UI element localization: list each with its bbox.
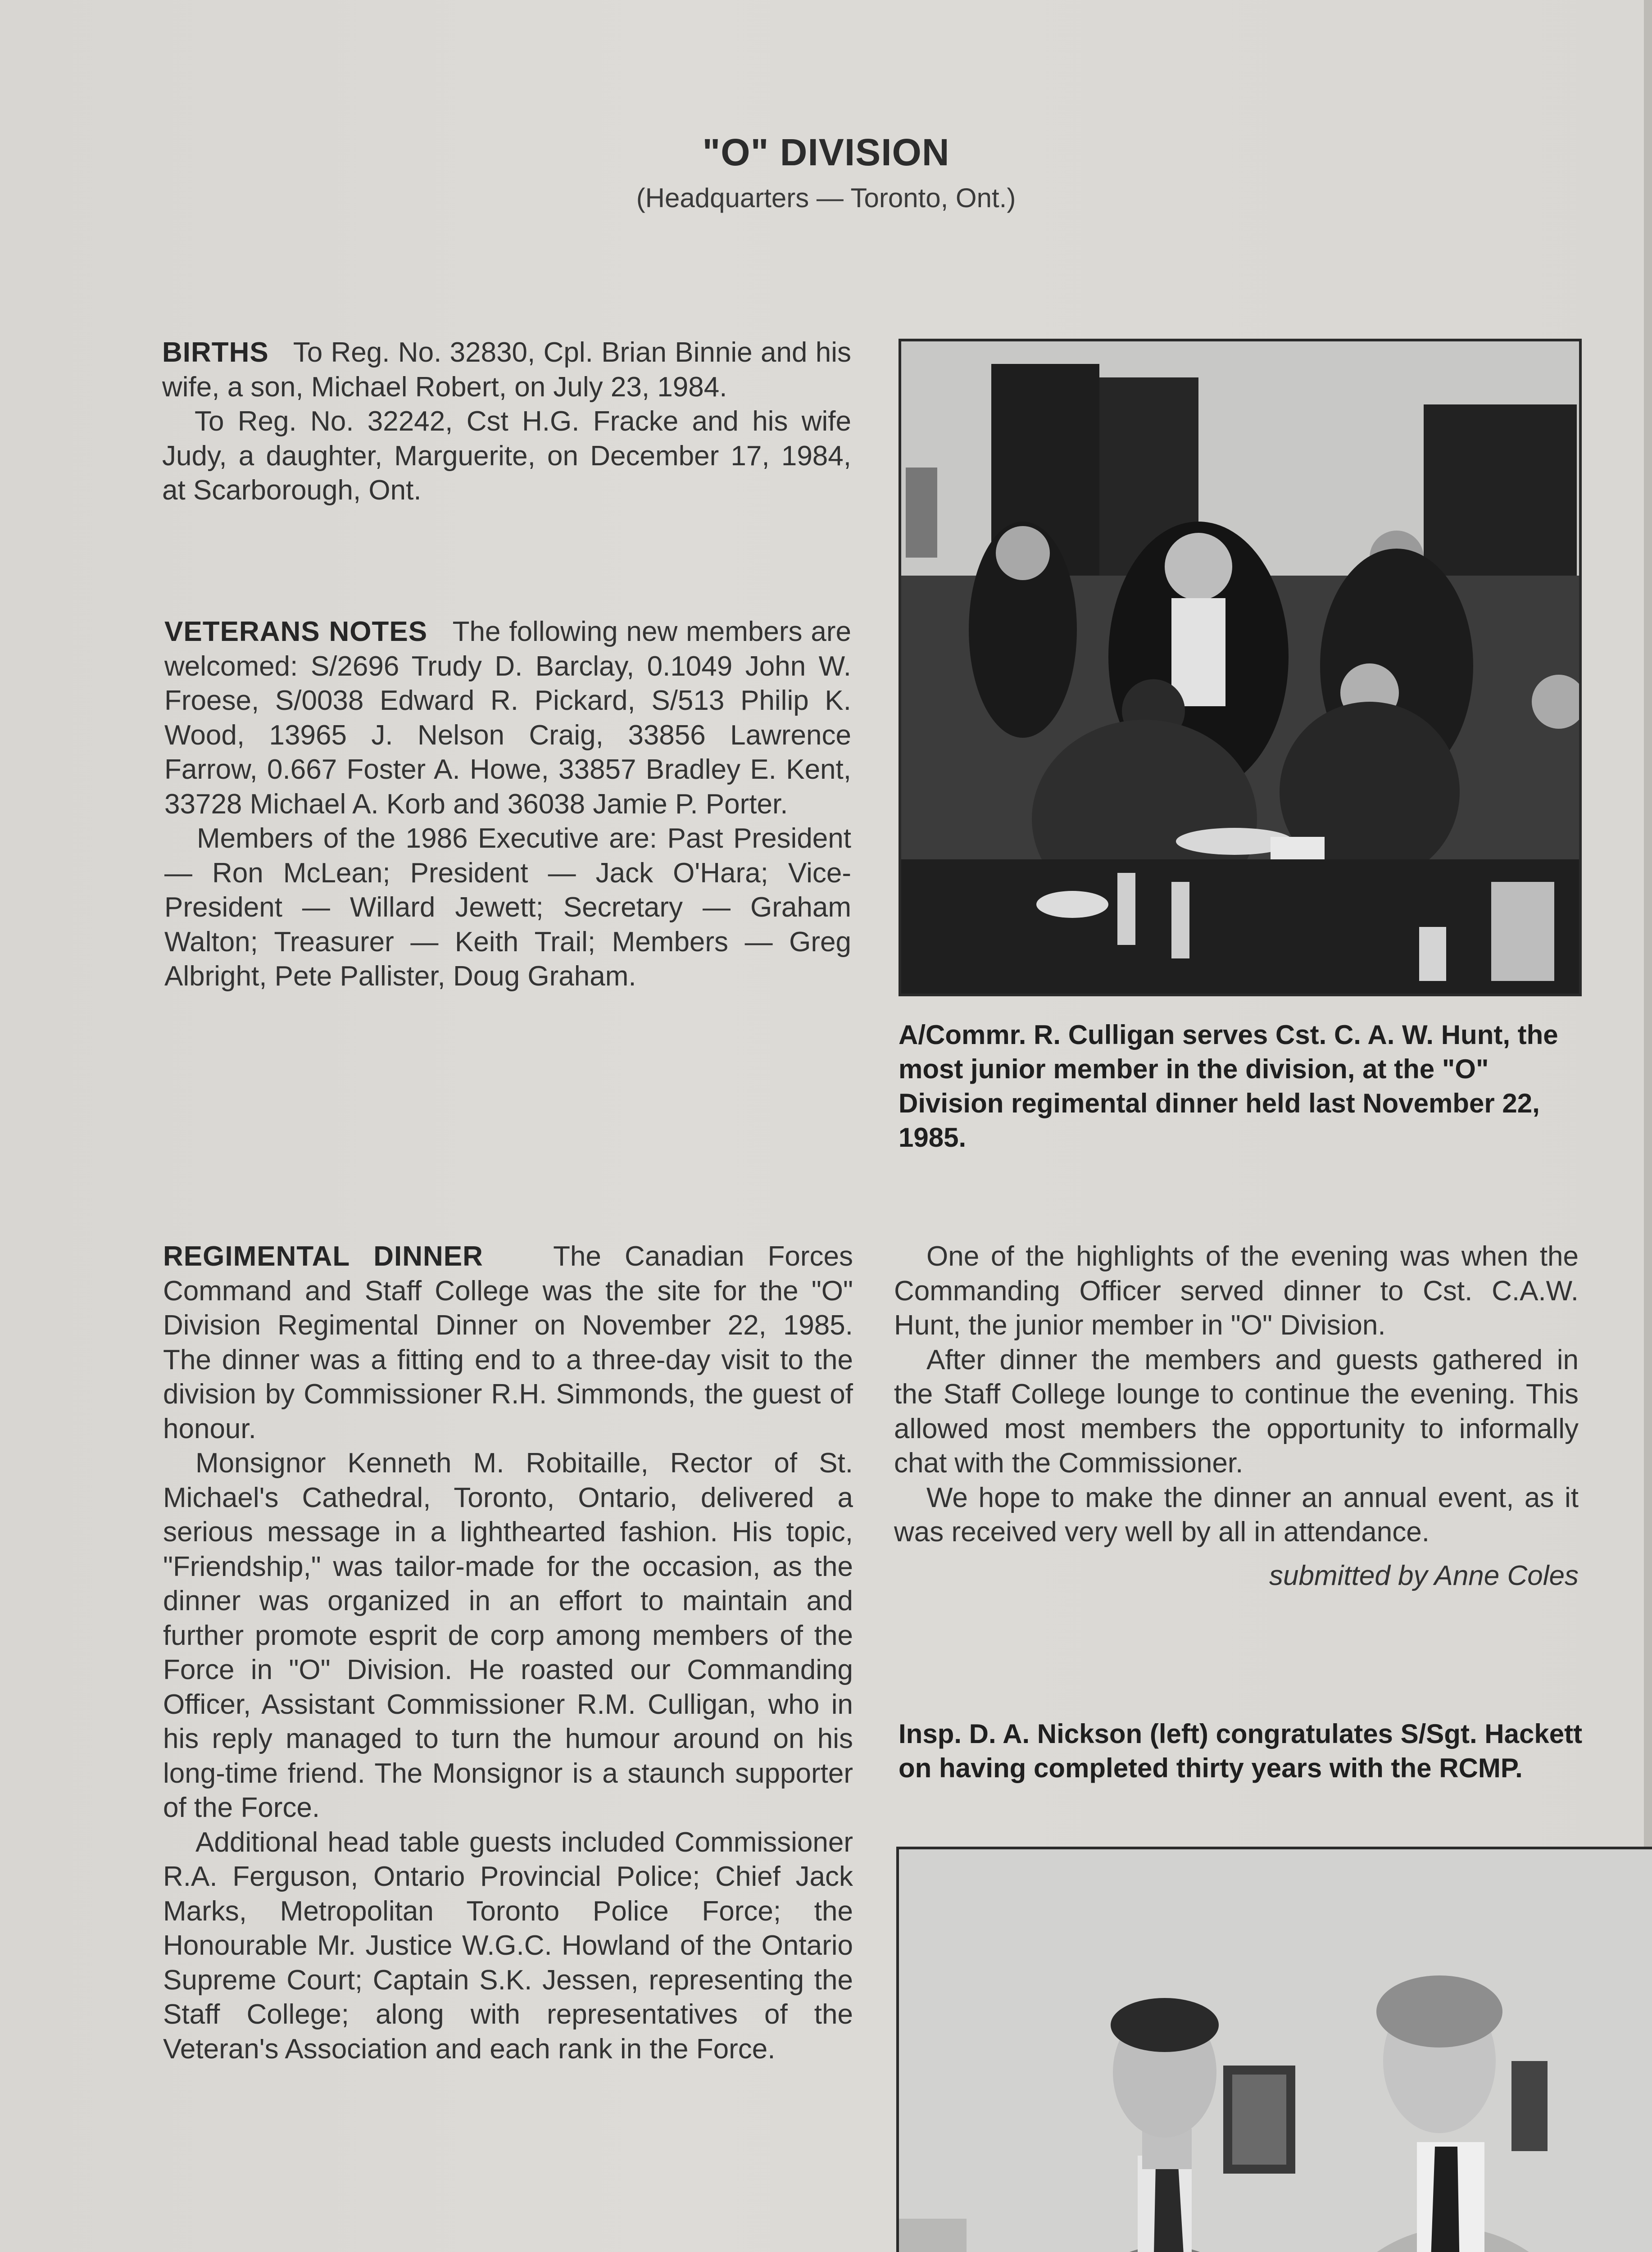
births-text-1: To Reg. No. 32830, Cpl. Brian Binnie and his wife, a son, Michael Robert, on July 23, 1984. <box>162 337 851 403</box>
veterans-heading: VETERANS NOTES <box>164 616 428 647</box>
handshake-photo-caption: Insp. D. A. Nickson (left) congratulates S/Sgt. Hackett on having completed thirty years with the RCMP. <box>899 1719 1583 1783</box>
regimental-text-3: Additional head table guests included Commissioner R.A. Ferguson, Ontario Provincial Police; Chief Jack Marks, Metropolitan Toronto Police Force; the Honourable Mr. Justice W.G.C. Howland of the Ontario Supreme Court; Captain S.K. Jessen, representing the Staff College; along with representatives of the Veteran's Association and each rank in the Force. <box>163 1826 853 2065</box>
page-subtitle: (Headquarters — Toronto, Ont.) <box>636 183 1016 213</box>
signature: submitted by Anne Coles <box>1269 1560 1579 1591</box>
veterans-text-2: Members of the 1986 Executive are: Past President — Ron McLean; President — Jack O'Hara; Vice-President — Willard Jewett; Secretary — Graham Walton; Treasurer — Keith Trail; Members — Greg Albright, Pete Pallister, Doug Graham. <box>164 823 851 992</box>
regimental-text-2: Monsignor Kenneth M. Robitaille, Rector of St. Michael's Cathedral, Toronto, Ontario, delivered a serious message in a lighthearted fashion. His topic, "Friendship," was tailor-made for the occasion, as the dinner was organized in an effort to maintain and further promote esprit de corp among members of the Force in "O" Division. He roasted our Commanding Officer, Assistant Commissioner R.M. Culligan, who in his reply managed to turn the humour around on his long-time friend. The Monsignor is a staunch supporter of the Force. <box>163 1448 853 1823</box>
handshake-photo-image <box>899 1849 1652 2252</box>
regimental-section-right <box>894 1240 1579 1593</box>
regimental-text-4: One of the highlights of the evening was when the Commanding Officer served dinner to Cst. C.A.W. Hunt, the junior member in "O" Division. <box>894 1241 1579 1341</box>
handshake-photo <box>896 1847 1652 2252</box>
births-section <box>162 336 851 508</box>
dinner-photo-caption: A/Commr. R. Culligan serves Cst. C. A. W. Hunt, the most junior member in the division, at the "O" Division regimental dinner held last November 22, 1985. <box>899 1020 1558 1153</box>
veterans-section <box>164 615 851 994</box>
regimental-text-1: The Canadian Forces Command and Staff College was the site for the "O" Division Regimental Dinner on November 22, 1985. The dinner was a fitting end to a three-day visit to the division by Commissioner R.H. Simmonds, the guest of honour. <box>163 1241 853 1444</box>
dinner-photo <box>899 339 1582 996</box>
regimental-text-5: After dinner the members and guests gathered in the Staff College lounge to continue the evening. This allowed most members the opportunity to informally chat with the Commissioner. <box>894 1344 1579 1479</box>
regimental-section-left <box>163 1240 853 2066</box>
regimental-heading: REGIMENTAL DINNER <box>163 1241 483 1272</box>
dinner-photo-image <box>901 341 1579 994</box>
births-text-2: To Reg. No. 32242, Cst H.G. Fracke and his wife Judy, a daughter, Marguerite, on December 17, 1984, at Scarborough, Ont. <box>162 406 851 506</box>
page-title: "O" DIVISION <box>702 131 950 173</box>
regimental-text-6: We hope to make the dinner an annual event, as it was received very well by all in attendance. <box>894 1482 1579 1548</box>
veterans-text-1: The following new members are welcomed: S/2696 Trudy D. Barclay, 0.1049 John W. Froese, S/0038 Edward R. Pickard, S/513 Philip K. Wood, 13965 J. Nelson Craig, 33856 Lawrence Farrow, 0.667 Foster A. Howe, 33857 Bradley E. Kent, 33728 Michael A. Korb and 36038 Jamie P. Porter. <box>164 616 851 820</box>
births-heading: BIRTHS <box>162 337 269 368</box>
